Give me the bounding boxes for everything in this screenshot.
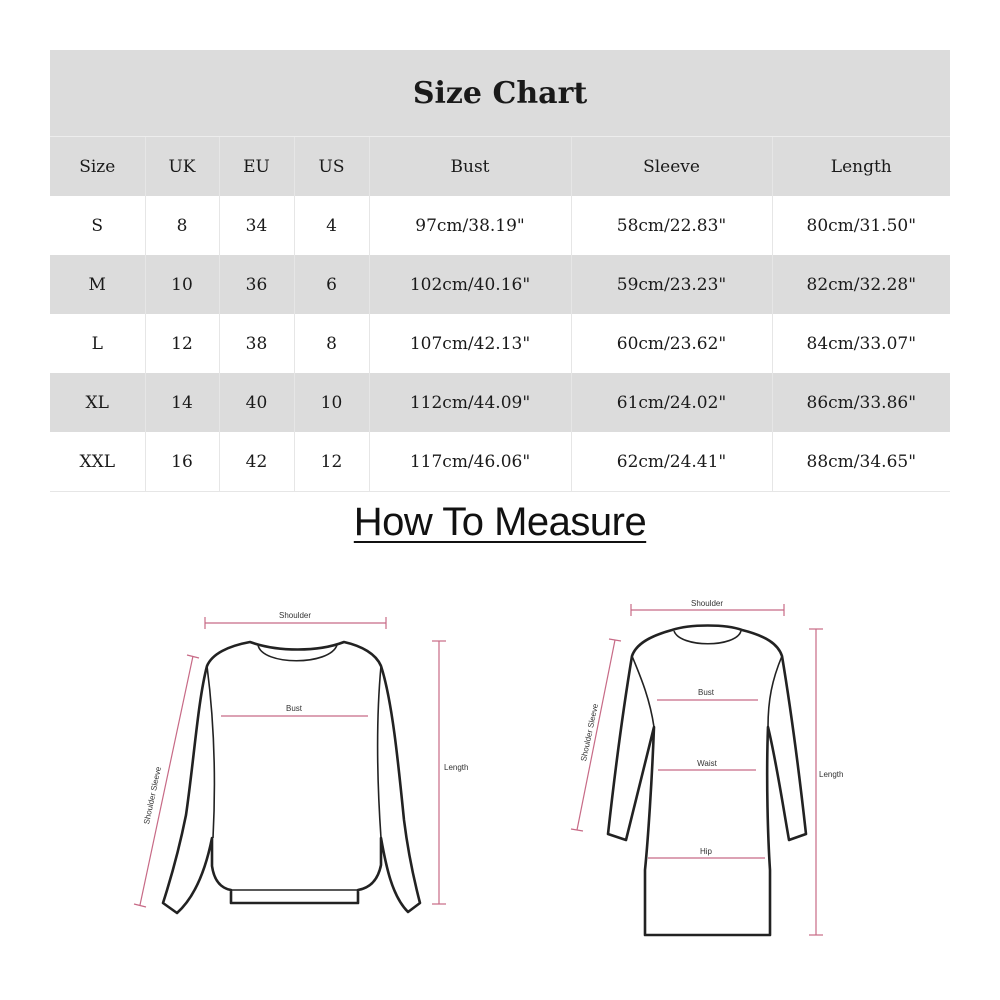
dress-length-label: Length: [819, 770, 844, 779]
column-header-us: US: [294, 137, 369, 197]
table-cell: 86cm/33.86": [772, 373, 950, 432]
column-header-sleeve: Sleeve: [571, 137, 772, 197]
table-cell: 8: [294, 314, 369, 373]
table-cell: 6: [294, 255, 369, 314]
table-cell: 16: [145, 432, 219, 492]
table-cell: 10: [145, 255, 219, 314]
table-cell: 34: [219, 196, 294, 255]
column-header-size: Size: [50, 137, 145, 197]
dress-sleeve-label: Shoulder Sleeve: [579, 702, 601, 763]
table-cell: 59cm/23.23": [571, 255, 772, 314]
table-cell: 102cm/40.16": [369, 255, 571, 314]
table-cell: 62cm/24.41": [571, 432, 772, 492]
table-row: [50, 432, 950, 492]
table-cell: S: [50, 196, 145, 255]
dress-sleeve-line: [577, 640, 615, 830]
table-cell: 60cm/23.62": [571, 314, 772, 373]
dress-illustration: [571, 599, 843, 935]
sweater-length-label: Length: [444, 763, 469, 772]
table-row: [50, 314, 950, 373]
sweater-illustration: [134, 611, 468, 913]
how-to-measure-title: How To Measure: [353, 500, 647, 544]
table-cell: 10: [294, 373, 369, 432]
table-cell: 107cm/42.13": [369, 314, 571, 373]
table-cell: L: [50, 314, 145, 373]
sweater-shoulder-label: Shoulder: [278, 611, 312, 620]
table-cell: 80cm/31.50": [772, 196, 950, 255]
table-cell: 112cm/44.09": [369, 373, 571, 432]
table-row: [50, 196, 950, 255]
column-header-eu: EU: [219, 137, 294, 197]
table-cell: 12: [145, 314, 219, 373]
table-cell: 88cm/34.65": [772, 432, 950, 492]
table-cell: 36: [219, 255, 294, 314]
table-cell: XL: [50, 373, 145, 432]
size-chart-title: Size Chart: [50, 50, 950, 137]
column-header-bust: Bust: [369, 137, 571, 197]
column-header-length: Length: [772, 137, 950, 197]
table-cell: 42: [219, 432, 294, 492]
dress-waist-label: Waist: [697, 759, 717, 768]
table-cell: 58cm/22.83": [571, 196, 772, 255]
size-chart-table: [50, 50, 950, 492]
column-header-uk: UK: [145, 137, 219, 197]
table-cell: 40: [219, 373, 294, 432]
measurement-diagram: [0, 580, 1000, 980]
dress-shoulder-label: Shoulder: [690, 599, 724, 608]
sweater-bust-label: Bust: [285, 704, 303, 713]
table-cell: XXL: [50, 432, 145, 492]
table-cell: 38: [219, 314, 294, 373]
table-cell: 117cm/46.06": [369, 432, 571, 492]
how-to-measure-heading: [0, 500, 1000, 545]
table-cell: 97cm/38.19": [369, 196, 571, 255]
table-cell: 82cm/32.28": [772, 255, 950, 314]
table-cell: 12: [294, 432, 369, 492]
table-row: [50, 255, 950, 314]
table-cell: 61cm/24.02": [571, 373, 772, 432]
sweater-outline: [163, 642, 420, 913]
sweater-sleeve-label: Shoulder Sleeve: [142, 765, 164, 826]
table-cell: M: [50, 255, 145, 314]
table-cell: 14: [145, 373, 219, 432]
table-row: [50, 373, 950, 432]
dress-hip-label: Hip: [699, 847, 713, 856]
dress-bust-label: Bust: [697, 688, 715, 697]
table-cell: 84cm/33.07": [772, 314, 950, 373]
table-cell: 4: [294, 196, 369, 255]
table-cell: 8: [145, 196, 219, 255]
